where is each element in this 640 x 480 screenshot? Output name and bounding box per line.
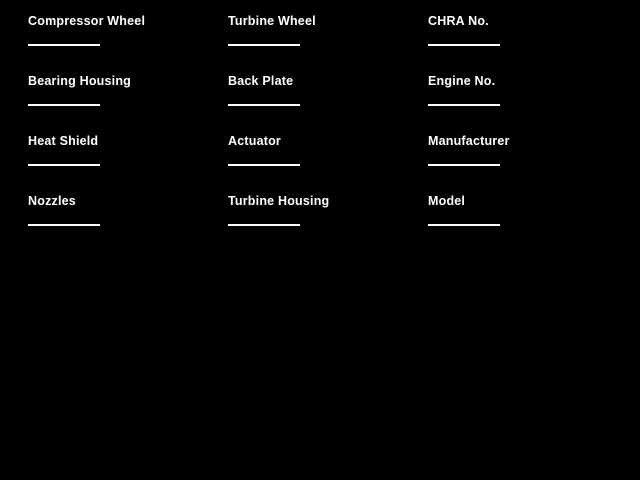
field-label: CHRA No. [428,14,489,28]
field-label: Model [428,194,466,208]
field-engine-no [428,74,612,134]
field-label: Engine No. [428,74,496,88]
field-bearing-housing [28,74,228,134]
turbocharger-spec-form [28,14,612,254]
field-manufacturer [428,134,612,194]
field-underline[interactable] [28,104,100,106]
field-compressor-wheel [28,14,228,74]
field-underline[interactable] [428,44,500,46]
field-label: Heat Shield [28,134,99,148]
field-label: Nozzles [28,194,76,208]
field-turbine-wheel [228,14,428,74]
field-actuator [228,134,428,194]
field-back-plate [228,74,428,134]
field-label: Manufacturer [428,134,510,148]
field-chra-no [428,14,612,74]
field-label: Bearing Housing [28,74,132,88]
field-underline[interactable] [228,164,300,166]
field-label: Turbine Wheel [228,14,316,28]
field-label: Compressor Wheel [28,14,146,28]
field-label: Actuator [228,134,281,148]
field-turbine-housing [228,194,428,254]
field-underline[interactable] [28,44,100,46]
field-underline[interactable] [428,164,500,166]
field-underline[interactable] [428,224,500,226]
field-heat-shield [28,134,228,194]
field-label: Turbine Housing [228,194,330,208]
field-underline[interactable] [228,224,300,226]
field-underline[interactable] [228,104,300,106]
field-underline[interactable] [28,164,100,166]
field-label: Back Plate [228,74,294,88]
field-model [428,194,612,254]
field-nozzles [28,194,228,254]
field-underline[interactable] [228,44,300,46]
field-underline[interactable] [428,104,500,106]
field-underline[interactable] [28,224,100,226]
